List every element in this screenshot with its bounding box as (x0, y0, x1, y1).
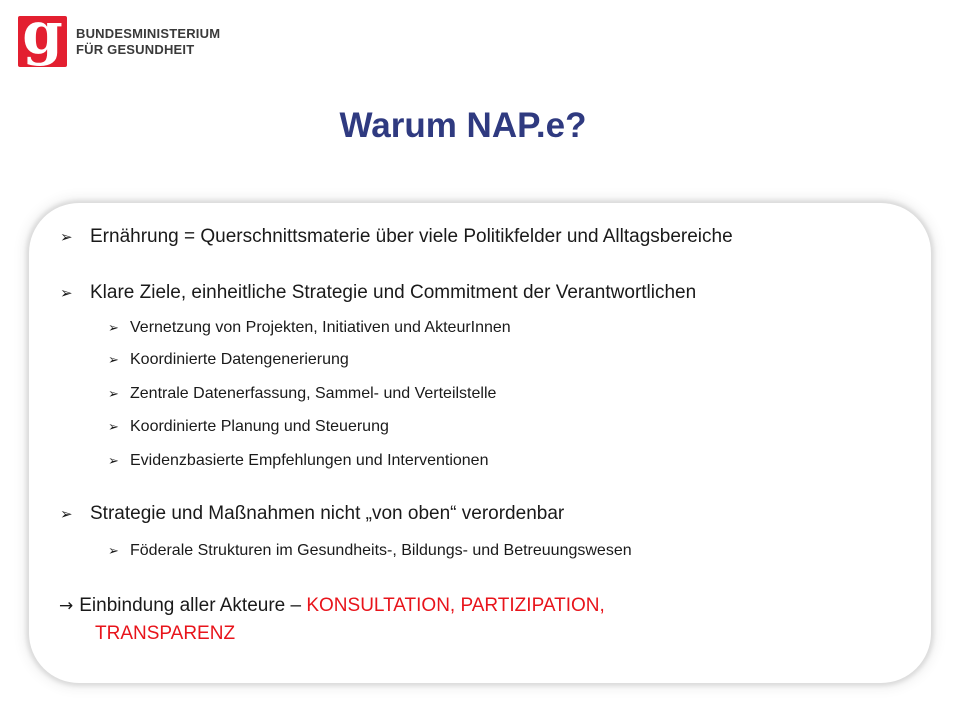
right-arrow-icon: → (59, 596, 74, 616)
logo-text (76, 26, 220, 58)
logo-line-1: BUNDESMINISTERIUM (76, 26, 221, 41)
conclusion-highlight-2: TRANSPARENZ (95, 623, 236, 644)
sub-bullet-text: Evidenzbasierte Empfehlungen und Interventionen (130, 452, 489, 469)
logo-mark (18, 0, 67, 67)
conclusion-prefix: Einbindung aller Akteure – (79, 595, 307, 616)
arrowhead-bullet-icon: ➢ (108, 353, 119, 368)
sub-bullet-text: Koordinierte Planung und Steuerung (130, 418, 389, 435)
sub-bullet-item (108, 451, 488, 472)
bullet-text: Strategie und Maßnahmen nicht „von oben“ verordenbar (90, 503, 565, 524)
sub-bullet-item (108, 350, 349, 371)
arrowhead-bullet-icon: ➢ (60, 284, 73, 302)
bullet-text: Klare Ziele, einheitliche Strategie und Commitment der Verantwortlichen (90, 282, 697, 303)
arrowhead-bullet-icon: ➢ (108, 420, 119, 435)
sub-bullet-item (108, 417, 389, 438)
conclusion-line-1 (59, 592, 605, 620)
arrowhead-bullet-icon: ➢ (108, 544, 119, 559)
logo-letter: g (22, 0, 63, 67)
arrowhead-bullet-icon: ➢ (108, 454, 119, 469)
sub-bullet-text: Vernetzung von Projekten, Initiativen und AkteurInnen (130, 319, 511, 336)
arrowhead-bullet-icon: ➢ (60, 505, 73, 523)
bullet-item (60, 226, 733, 248)
sub-bullet-item (108, 384, 496, 405)
bullet-item (60, 503, 564, 525)
bullet-text: Ernährung = Querschnittsmaterie über viele Politikfelder und Alltagsbereiche (90, 226, 733, 247)
slide-title: Warum NAP.e? (339, 106, 587, 145)
sub-bullet-text: Föderale Strukturen im Gesundheits-, Bildungs- und Betreuungswesen (130, 542, 632, 559)
arrowhead-bullet-icon: ➢ (108, 321, 119, 336)
conclusion-line-2 (59, 620, 605, 648)
conclusion-statement (59, 592, 605, 648)
sub-bullet-text: Zentrale Datenerfassung, Sammel- und Verteilstelle (130, 385, 497, 402)
sub-bullet-item (108, 541, 632, 562)
conclusion-highlight-1: KONSULTATION, PARTIZIPATION, (306, 595, 605, 616)
sub-bullet-text: Koordinierte Datengenerierung (130, 351, 349, 368)
sub-bullet-item (108, 318, 511, 339)
logo-line-2: FÜR GESUNDHEIT (76, 42, 195, 57)
arrowhead-bullet-icon: ➢ (108, 387, 119, 402)
bullet-item (60, 282, 696, 304)
arrowhead-bullet-icon: ➢ (60, 228, 73, 246)
